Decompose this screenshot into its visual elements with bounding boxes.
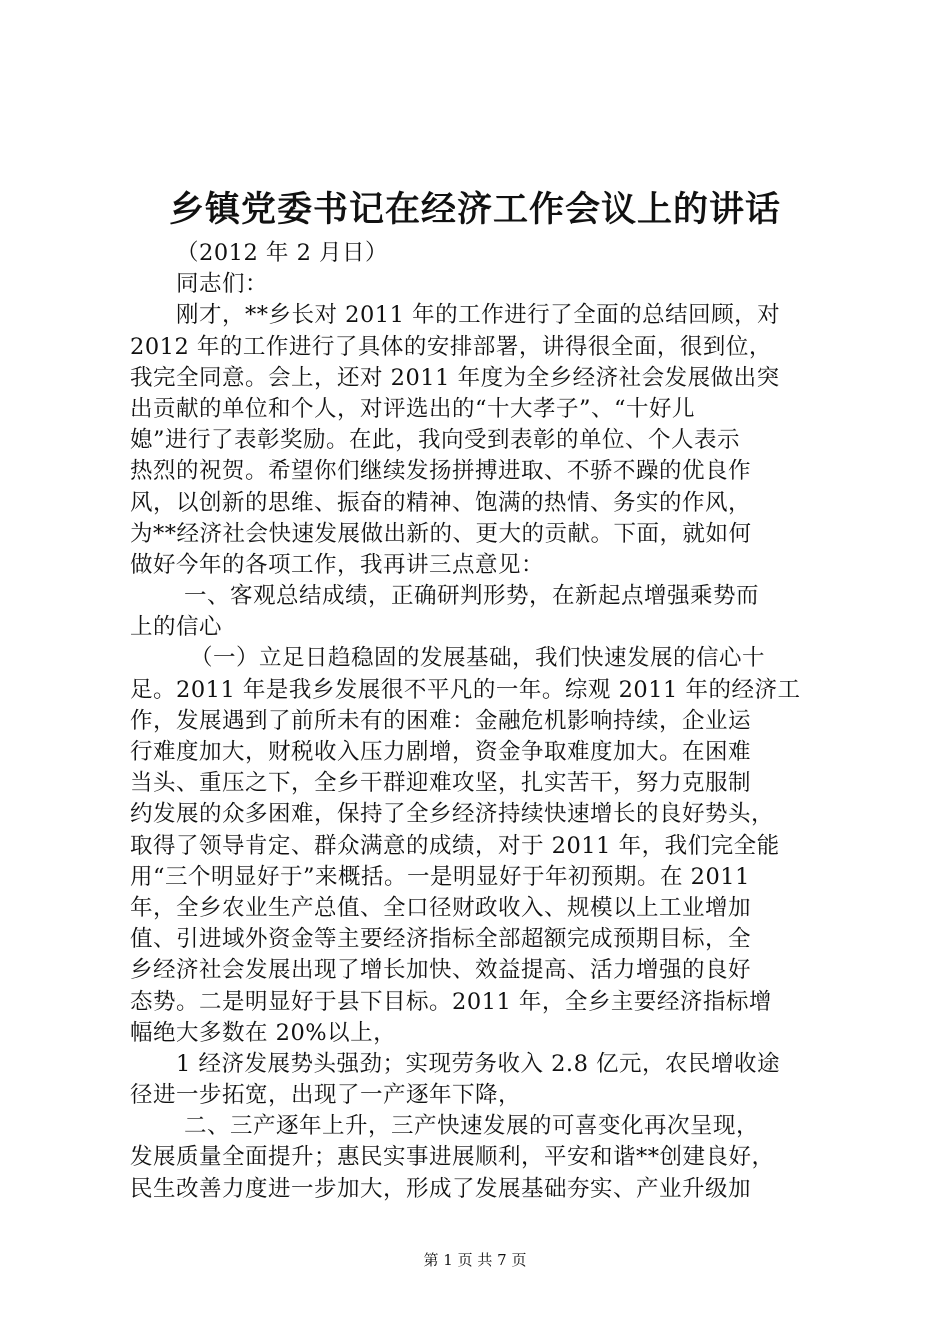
paragraph-line: 为**经济社会快速发展做出新的、更大的贡献。下面，就如何: [130, 520, 752, 547]
paragraph-line: 乡经济社会发展出现了增长加快、效益提高、活力增强的良好: [130, 957, 752, 984]
paragraph-line: 作，发展遇到了前所未有的困难：金融危机影响持续，企业运: [130, 707, 752, 734]
paragraph-line: （一）立足日趋稳固的发展基础，我们快速发展的信心十: [190, 645, 766, 672]
page-number-footer: 第 1 页 共 7 页: [423, 1251, 527, 1269]
paragraph-line: 当头、重压之下，全乡干群迎难攻坚，扎实苦干，努力克服制: [130, 770, 752, 797]
paragraph-line: 风，以创新的思维、振奋的精神、饱满的热情、务实的作风，: [130, 489, 752, 516]
section-heading-line: 上的信心: [130, 614, 223, 641]
paragraph-line: 出贡献的单位和个人，对评选出的“十大孝子”、“十好儿: [130, 395, 696, 422]
document-body: [130, 238, 830, 1205]
paragraph-line: 幅绝大多数在 20%以上，: [130, 1019, 397, 1046]
paragraph-line: 用“三个明显好于”来概括。一是明显好于年初预期。在 2011: [130, 863, 750, 890]
paragraph-line: 二、三产逐年上升，三产快速发展的可喜变化再次呈现，: [184, 1113, 760, 1140]
paragraph-line: 取得了领导肯定、群众满意的成绩，对于 2011 年，我们完全能: [130, 832, 780, 859]
section-heading-line: 一、客观总结成绩，正确研判形势，在新起点增强乘势而: [184, 583, 760, 610]
paragraph-line: 值、引进域外资金等主要经济指标全部超额完成预期目标，全: [130, 926, 752, 953]
paragraph-line: 2012 年的工作进行了具体的安排部署，讲得很全面，很到位，: [130, 333, 772, 360]
paragraph-line: 年，全乡农业生产总值、全口径财政收入、规模以上工业增加: [130, 894, 752, 921]
paragraph-line: 行难度加大，财税收入压力剧增，资金争取难度加大。在困难: [130, 739, 752, 765]
paragraph-line: 做好今年的各项工作，我再讲三点意见：: [130, 551, 545, 578]
date-line: （2012 年 2 月日）: [176, 240, 389, 266]
paragraph-line: 民生改善力度进一步加大，形成了发展基础夯实、产业升级加: [130, 1175, 752, 1202]
paragraph-line: 约发展的众多困难，保持了全乡经济持续快速增长的良好势头，: [130, 801, 775, 828]
document-title: 乡镇党委书记在经济工作会议上的讲话: [168, 190, 781, 230]
paragraph-line: 我完全同意。会上，还对 2011 年度为全乡经济社会发展做出突: [130, 364, 780, 391]
paragraph-line: 态势。二是明显好于县下目标。2011 年，全乡主要经济指标增: [130, 988, 772, 1015]
paragraph-line: 发展质量全面提升；惠民实事进展顺利，平安和谐**创建良好，: [130, 1144, 775, 1171]
paragraph-line: 1 经济发展势头强劲；实现劳务收入 2.8 亿元，农民增收途: [176, 1050, 781, 1077]
paragraph-line: 热烈的祝贺。希望你们继续发扬拼搏进取、不骄不躁的优良作: [130, 458, 752, 485]
salutation-line: 同志们：: [176, 271, 269, 298]
paragraph-line: 媳”进行了表彰奖励。在此，我向受到表彰的单位、个人表示: [130, 427, 741, 454]
paragraph-line: 足。2011 年是我乡发展很不平凡的一年。综观 2011 年的经济工: [130, 676, 801, 703]
paragraph-line: 刚才，**乡长对 2011 年的工作进行了全面的总结回顾，对: [176, 302, 781, 329]
paragraph-line: 径进一步拓宽，出现了一产逐年下降，: [130, 1082, 522, 1109]
